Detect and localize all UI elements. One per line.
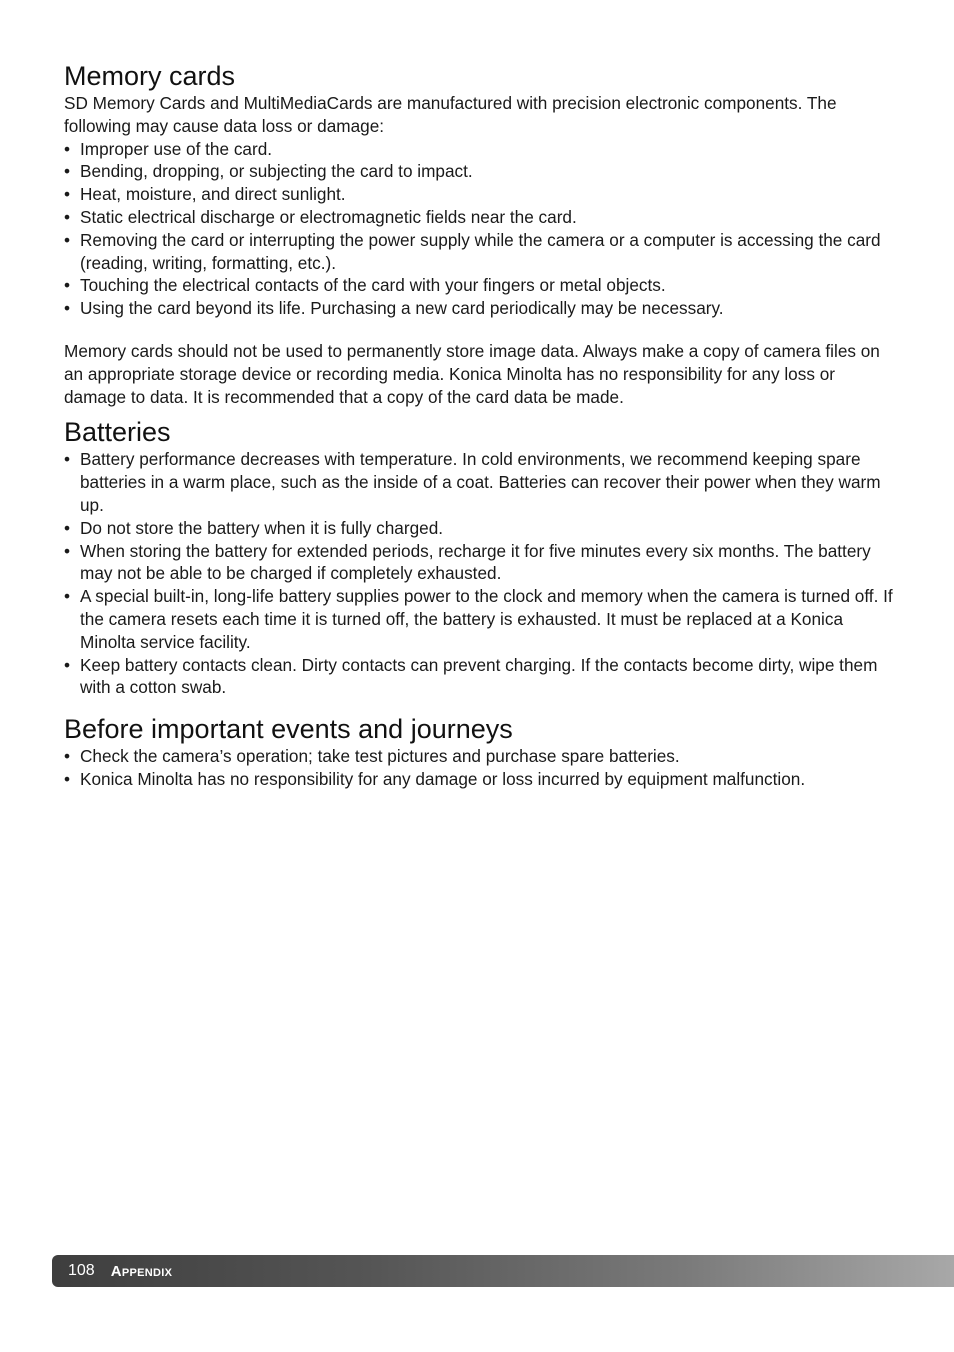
list-item: • Keep battery contacts clean. Dirty contacts can prevent charging. If the contacts become dirty, wipe them with a cotton swab. bbox=[64, 654, 894, 700]
list-item: • Check the camera’s operation; take test pictures and purchase spare batteries. bbox=[64, 745, 894, 768]
batteries-section bbox=[64, 416, 894, 699]
memory-cards-intro: SD Memory Cards and MultiMediaCards are manufactured with precision electronic components. The following may cause data loss or damage: bbox=[64, 93, 837, 136]
journeys-section bbox=[64, 713, 894, 791]
batteries-list bbox=[64, 448, 894, 699]
list-item: • Static electrical discharge or electromagnetic fields near the card. bbox=[64, 206, 894, 229]
section-label: Appendix bbox=[110, 1262, 173, 1280]
footer-bar bbox=[52, 1255, 954, 1287]
list-item: • A special built-in, long-life battery supplies power to the clock and memory when the camera is turned off. If the camera resets each time it is turned off, the battery is exhausted. It must be replaced at a Konica Minolta service facility. bbox=[64, 585, 894, 653]
memory-cards-heading: Memory cards bbox=[64, 61, 236, 91]
list-item: • Removing the card or interrupting the power supply while the camera or a computer is accessing the card (reading, writing, formatting, etc.). bbox=[64, 229, 894, 275]
list-item: • Improper use of the card. bbox=[64, 138, 894, 161]
page-number: 108 bbox=[68, 1262, 95, 1279]
batteries-heading: Batteries bbox=[64, 417, 171, 448]
list-item: • Touching the electrical contacts of the card with your fingers or metal objects. bbox=[64, 274, 894, 297]
list-item: • Battery performance decreases with temperature. In cold environments, we recommend keeping spare batteries in a warm place, such as the inside of a coat. Batteries can recover their power when they warm up. bbox=[64, 448, 894, 516]
list-item: • Heat, moisture, and direct sunlight. bbox=[64, 183, 894, 206]
page-content bbox=[64, 60, 894, 791]
journeys-list bbox=[64, 745, 894, 791]
memory-cards-note: Memory cards should not be used to permanently store image data. Always make a copy of camera files on an appropriate storage device or recording media. Konica Minolta has no responsibility for any loss or damage to data. It is recommended that a copy of the card data be made. bbox=[64, 340, 880, 407]
list-item: • When storing the battery for extended periods, recharge it for five minutes every six months. The battery may not be able to be charged if completely exhausted. bbox=[64, 540, 894, 586]
memory-cards-list bbox=[64, 138, 894, 320]
memory-cards-section bbox=[64, 60, 894, 408]
list-item: • Using the card beyond its life. Purchasing a new card periodically may be necessary. bbox=[64, 297, 894, 320]
list-item: • Konica Minolta has no responsibility for any damage or loss incurred by equipment malfunction. bbox=[64, 768, 894, 791]
list-item: • Do not store the battery when it is fully charged. bbox=[64, 517, 894, 540]
journeys-heading: Before important events and journeys bbox=[64, 714, 513, 745]
list-item: • Bending, dropping, or subjecting the card to impact. bbox=[64, 160, 894, 183]
